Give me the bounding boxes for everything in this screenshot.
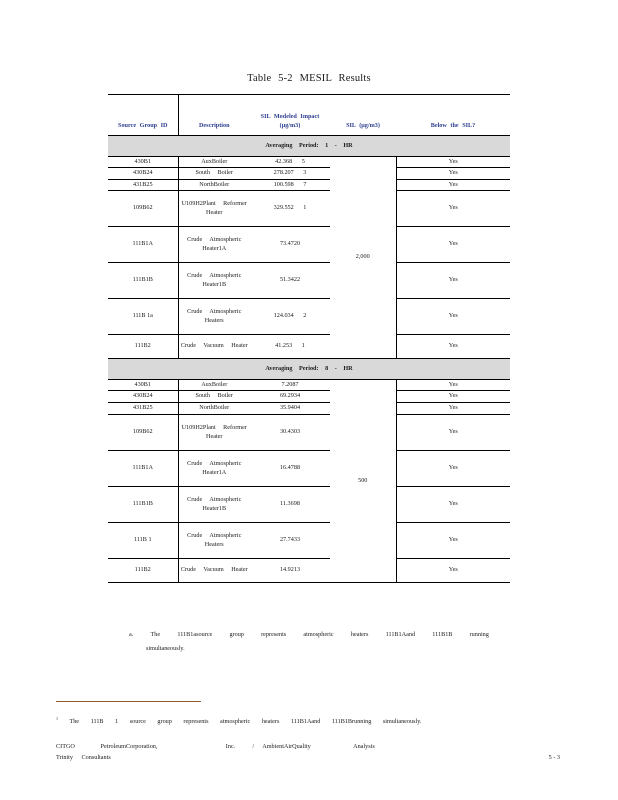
source-group-id: 109B62 (108, 415, 178, 451)
header-below-sil: Below the SIL? (396, 95, 510, 136)
header-sil: SIL (μg/m3) (330, 95, 396, 136)
source-group-id: 111B1B (108, 263, 178, 299)
description: Crude Vacuum Heater (178, 335, 250, 359)
below-sil: Yes (396, 263, 510, 299)
table-row (108, 559, 510, 583)
source-group-id: 111B2 (108, 559, 178, 583)
below-sil: Yes (396, 523, 510, 559)
source-group-id: 111B 1 (108, 523, 178, 559)
modeled-impact: 27.7433 (250, 523, 330, 559)
modeled-impact: 41.253 1 (250, 335, 330, 359)
note-word: 111B1B (432, 631, 453, 638)
table-note-line-1 (129, 628, 489, 642)
table-row (108, 227, 510, 263)
footnote-text: The 111B 1 source group represents atmospheric heaters 111B1Aand 111B1Brunning simultaneously. (69, 718, 422, 726)
footer-line-2: Trinity Consultants (56, 754, 111, 761)
modeled-impact: 329.552 1 (250, 191, 330, 227)
modeled-impact: 124.034 2 (250, 299, 330, 335)
description: South Boiler (178, 168, 250, 180)
description: U109H2Plant Reformer Heater (178, 415, 250, 451)
below-sil: Yes (396, 335, 510, 359)
averaging-period-row (108, 359, 510, 380)
modeled-impact: 7.2087 (250, 380, 330, 391)
below-sil: Yes (396, 559, 510, 583)
modeled-impact: 100.598 7 (250, 180, 330, 191)
source-group-id: 111B1A (108, 227, 178, 263)
source-group-id: 430B1 (108, 380, 178, 391)
modeled-impact: 16.4788 (250, 451, 330, 487)
note-word: represents (261, 631, 287, 638)
page-number: 5 - 3 (548, 754, 560, 761)
table-row (108, 191, 510, 227)
below-sil: Yes (396, 415, 510, 451)
table-row (108, 415, 510, 451)
table-row (108, 403, 510, 415)
note-word: running (469, 631, 489, 638)
description: NorthBoiler (178, 180, 250, 191)
below-sil: Yes (396, 391, 510, 403)
footer-line-1: CITGO PetroleumCorporation, Inc. / AmbientAirQuality Analysis (56, 743, 375, 750)
below-sil: Yes (396, 227, 510, 263)
averaging-period-label: Averaging Period: 8 - HR (108, 359, 510, 380)
modeled-impact: 278.207 3 (250, 168, 330, 180)
below-sil: Yes (396, 487, 510, 523)
table-row (108, 335, 510, 359)
description: South Boiler (178, 391, 250, 403)
table-title: Table 5-2 MESIL Results (247, 73, 371, 84)
source-group-id: 430B24 (108, 168, 178, 180)
source-group-id: 111B 1a (108, 299, 178, 335)
modeled-impact: 14.9213 (250, 559, 330, 583)
description: Crude Atmospheric Heaters (178, 523, 250, 559)
source-group-id: 111B1B (108, 487, 178, 523)
modeled-impact: 11.3698 (250, 487, 330, 523)
table-row (108, 299, 510, 335)
note-marker: a. (129, 631, 134, 638)
description: Crude Atmospheric Heater1B (178, 487, 250, 523)
footnote-separator (56, 701, 201, 702)
table-body (108, 136, 510, 583)
description: AuxBoiler (178, 380, 250, 391)
description: Crude Atmospheric Heater1A (178, 227, 250, 263)
source-group-id: 430B24 (108, 391, 178, 403)
table-row (108, 487, 510, 523)
description: Crude Atmospheric Heater1A (178, 451, 250, 487)
description: Crude Atmospheric Heater1B (178, 263, 250, 299)
table-row (108, 263, 510, 299)
note-word: 111B1Aand (385, 631, 416, 638)
below-sil: Yes (396, 157, 510, 168)
header-source-group-id: Source Group ID (108, 95, 178, 136)
table-row (108, 168, 510, 180)
modeled-impact: 30.4303 (250, 415, 330, 451)
below-sil: Yes (396, 380, 510, 391)
description: Crude Atmospheric Heaters (178, 299, 250, 335)
table-row (108, 523, 510, 559)
source-group-id: 430B1 (108, 157, 178, 168)
mesil-results-table (108, 94, 510, 583)
below-sil: Yes (396, 180, 510, 191)
sil-value: 500 (330, 380, 396, 583)
modeled-impact: 42.368 5 (250, 157, 330, 168)
below-sil: Yes (396, 299, 510, 335)
modeled-impact: 35.9404 (250, 403, 330, 415)
table-row (108, 180, 510, 191)
description: Crude Vacuum Heater (178, 559, 250, 583)
description: U109H2Plant Reformer Heater (178, 191, 250, 227)
note-word: atmospheric (303, 631, 334, 638)
source-group-id: 111B1A (108, 451, 178, 487)
below-sil: Yes (396, 451, 510, 487)
table-note (129, 628, 489, 656)
table-row (108, 157, 510, 168)
note-word: 111B1asource (177, 631, 213, 638)
note-word: The (150, 631, 161, 638)
table-row (108, 451, 510, 487)
sil-value: 2,000 (330, 157, 396, 359)
description: AuxBoiler (178, 157, 250, 168)
footnote (56, 716, 421, 725)
note-word: group (229, 631, 244, 638)
modeled-impact: 69.2934 (250, 391, 330, 403)
modeled-impact: 51.3422 (250, 263, 330, 299)
header-impact: SIL Modeled Impact (μg/m3) (250, 95, 330, 136)
table-row (108, 380, 510, 391)
modeled-impact: 73.4720 (250, 227, 330, 263)
footnote-marker: 1 (56, 716, 58, 721)
averaging-period-label: Averaging Period: 1 - HR (108, 136, 510, 157)
source-group-id: 431B25 (108, 403, 178, 415)
below-sil: Yes (396, 403, 510, 415)
source-group-id: 109B62 (108, 191, 178, 227)
source-group-id: 111B2 (108, 335, 178, 359)
description: NorthBoiler (178, 403, 250, 415)
table-row (108, 391, 510, 403)
averaging-period-row (108, 136, 510, 157)
source-group-id: 431B25 (108, 180, 178, 191)
table-note-line-2: simultaneously. (146, 645, 185, 652)
below-sil: Yes (396, 191, 510, 227)
below-sil: Yes (396, 168, 510, 180)
note-word: heaters (350, 631, 369, 638)
header-description: Description (178, 95, 250, 136)
